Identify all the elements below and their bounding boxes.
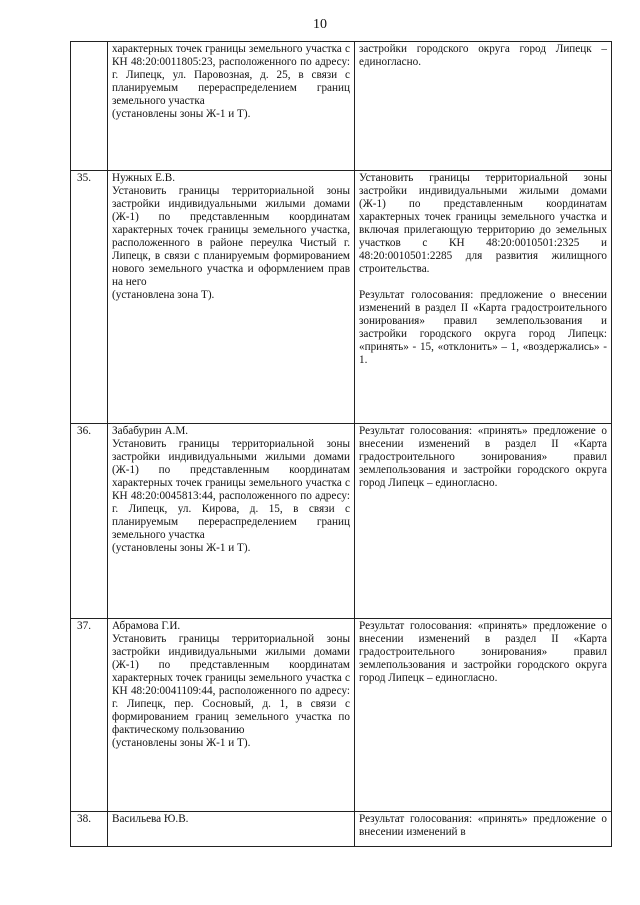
- zone-note: (установлены зоны Ж-1 и Т).: [112, 542, 251, 554]
- decision-text: застройки городского округа город Липецк – единогласно.: [359, 43, 607, 68]
- proposals-table: [70, 41, 612, 847]
- proposal-text: характерных точек границы земельного участка с КН 48:20:0011805:23, расположенного по адресу: г. Липецк, ул. Паровозная, д. 25, в связи с планируемым перераспределением границ земельного участка: [112, 43, 350, 107]
- page-number: 10: [313, 17, 327, 32]
- zone-note: (установлены зоны Ж-1 и Т).: [112, 108, 251, 120]
- proposal-cell: [108, 812, 355, 847]
- decision-cell: [355, 42, 612, 171]
- decision-cell: [355, 424, 612, 619]
- proposal-cell: [108, 424, 355, 619]
- applicant-name: Васильева Ю.В.: [112, 813, 189, 825]
- decision-cell: [355, 619, 612, 812]
- applicant-name: Нужных Е.В.: [112, 172, 176, 184]
- decision-text: Установить границы территориальной зоны застройки индивидуальными жилыми домами (Ж-1) по представленным координатам характерных точек границы земельного участка и включая прилегающую территорию до земельных участков с КН 48:20:0010501:2325 и 48:20:0010501:2285 для развития жилищного строительства.: [359, 172, 607, 275]
- decision-text: Результат голосования: «принять» предложение о внесении изменений в: [359, 813, 607, 838]
- proposal-cell: [108, 42, 355, 171]
- proposal-cell: [108, 171, 355, 424]
- decision-text: Результат голосования: «принять» предложение о внесении изменений в раздел II «Карта градостроительного зонирования» правил землепользования и застройки городского округа город Липецк – единогласно.: [359, 425, 607, 489]
- zone-note: (установлены зоны Ж-1 и Т).: [112, 737, 251, 749]
- applicant-name: Забабурин А.М.: [112, 425, 189, 437]
- table-row: [71, 42, 612, 171]
- decision-cell: [355, 171, 612, 424]
- zone-note: (установлена зона Т).: [112, 289, 215, 301]
- proposal-text: Установить границы территориальной зоны застройки индивидуальными жилыми домами (Ж-1) по представленным координатам характерных точек границы земельного участка с КН 48:20:0045813:44, расположенного по адресу: г. Липецк, ул. Кирова, д. 15, в связи с планируемым перераспределением границ земельного участка: [112, 438, 350, 541]
- row-number: 37.: [71, 619, 108, 812]
- proposal-text: Установить границы территориальной зоны застройки индивидуальными жилыми домами (Ж-1) по представленным координатам характерных точек границы земельного участка, расположенного в районе переулка Чистый г. Липецк, в связи с планируемым формированием нового земельного участка и оформлением прав на него: [112, 185, 350, 288]
- row-number: 36.: [71, 424, 108, 619]
- proposal-text: Установить границы территориальной зоны застройки индивидуальными жилыми домами (Ж-1) по представленным координатам характерных точек границы земельного участка с КН 48:20:0041109:44, расположенного по адресу: г. Липецк, пер. Сосновый, д. 1, в связи с формированием границ земельного участка по фактическому пользованию: [112, 633, 350, 736]
- table-row: [71, 619, 612, 812]
- table-row: [71, 171, 612, 424]
- table-row: [71, 812, 612, 847]
- row-number: [71, 42, 108, 171]
- decision-text: Результат голосования: «принять» предложение о внесении изменений в раздел II «Карта градостроительного зонирования» правил землепользования и застройки городского округа город Липецк – единогласно.: [359, 620, 607, 684]
- applicant-name: Абрамова Г.И.: [112, 620, 181, 632]
- row-number: 38.: [71, 812, 108, 847]
- table-row: [71, 424, 612, 619]
- row-number: 35.: [71, 171, 108, 424]
- proposal-cell: [108, 619, 355, 812]
- voting-result: Результат голосования: предложение о внесении изменений в раздел II «Карта градостроительного зонирования» правил землепользования и застройки городского округа город Липецк: «принять» - 15, «отклонить» – 1, «воздержались» - 1.: [359, 289, 607, 366]
- decision-cell: [355, 812, 612, 847]
